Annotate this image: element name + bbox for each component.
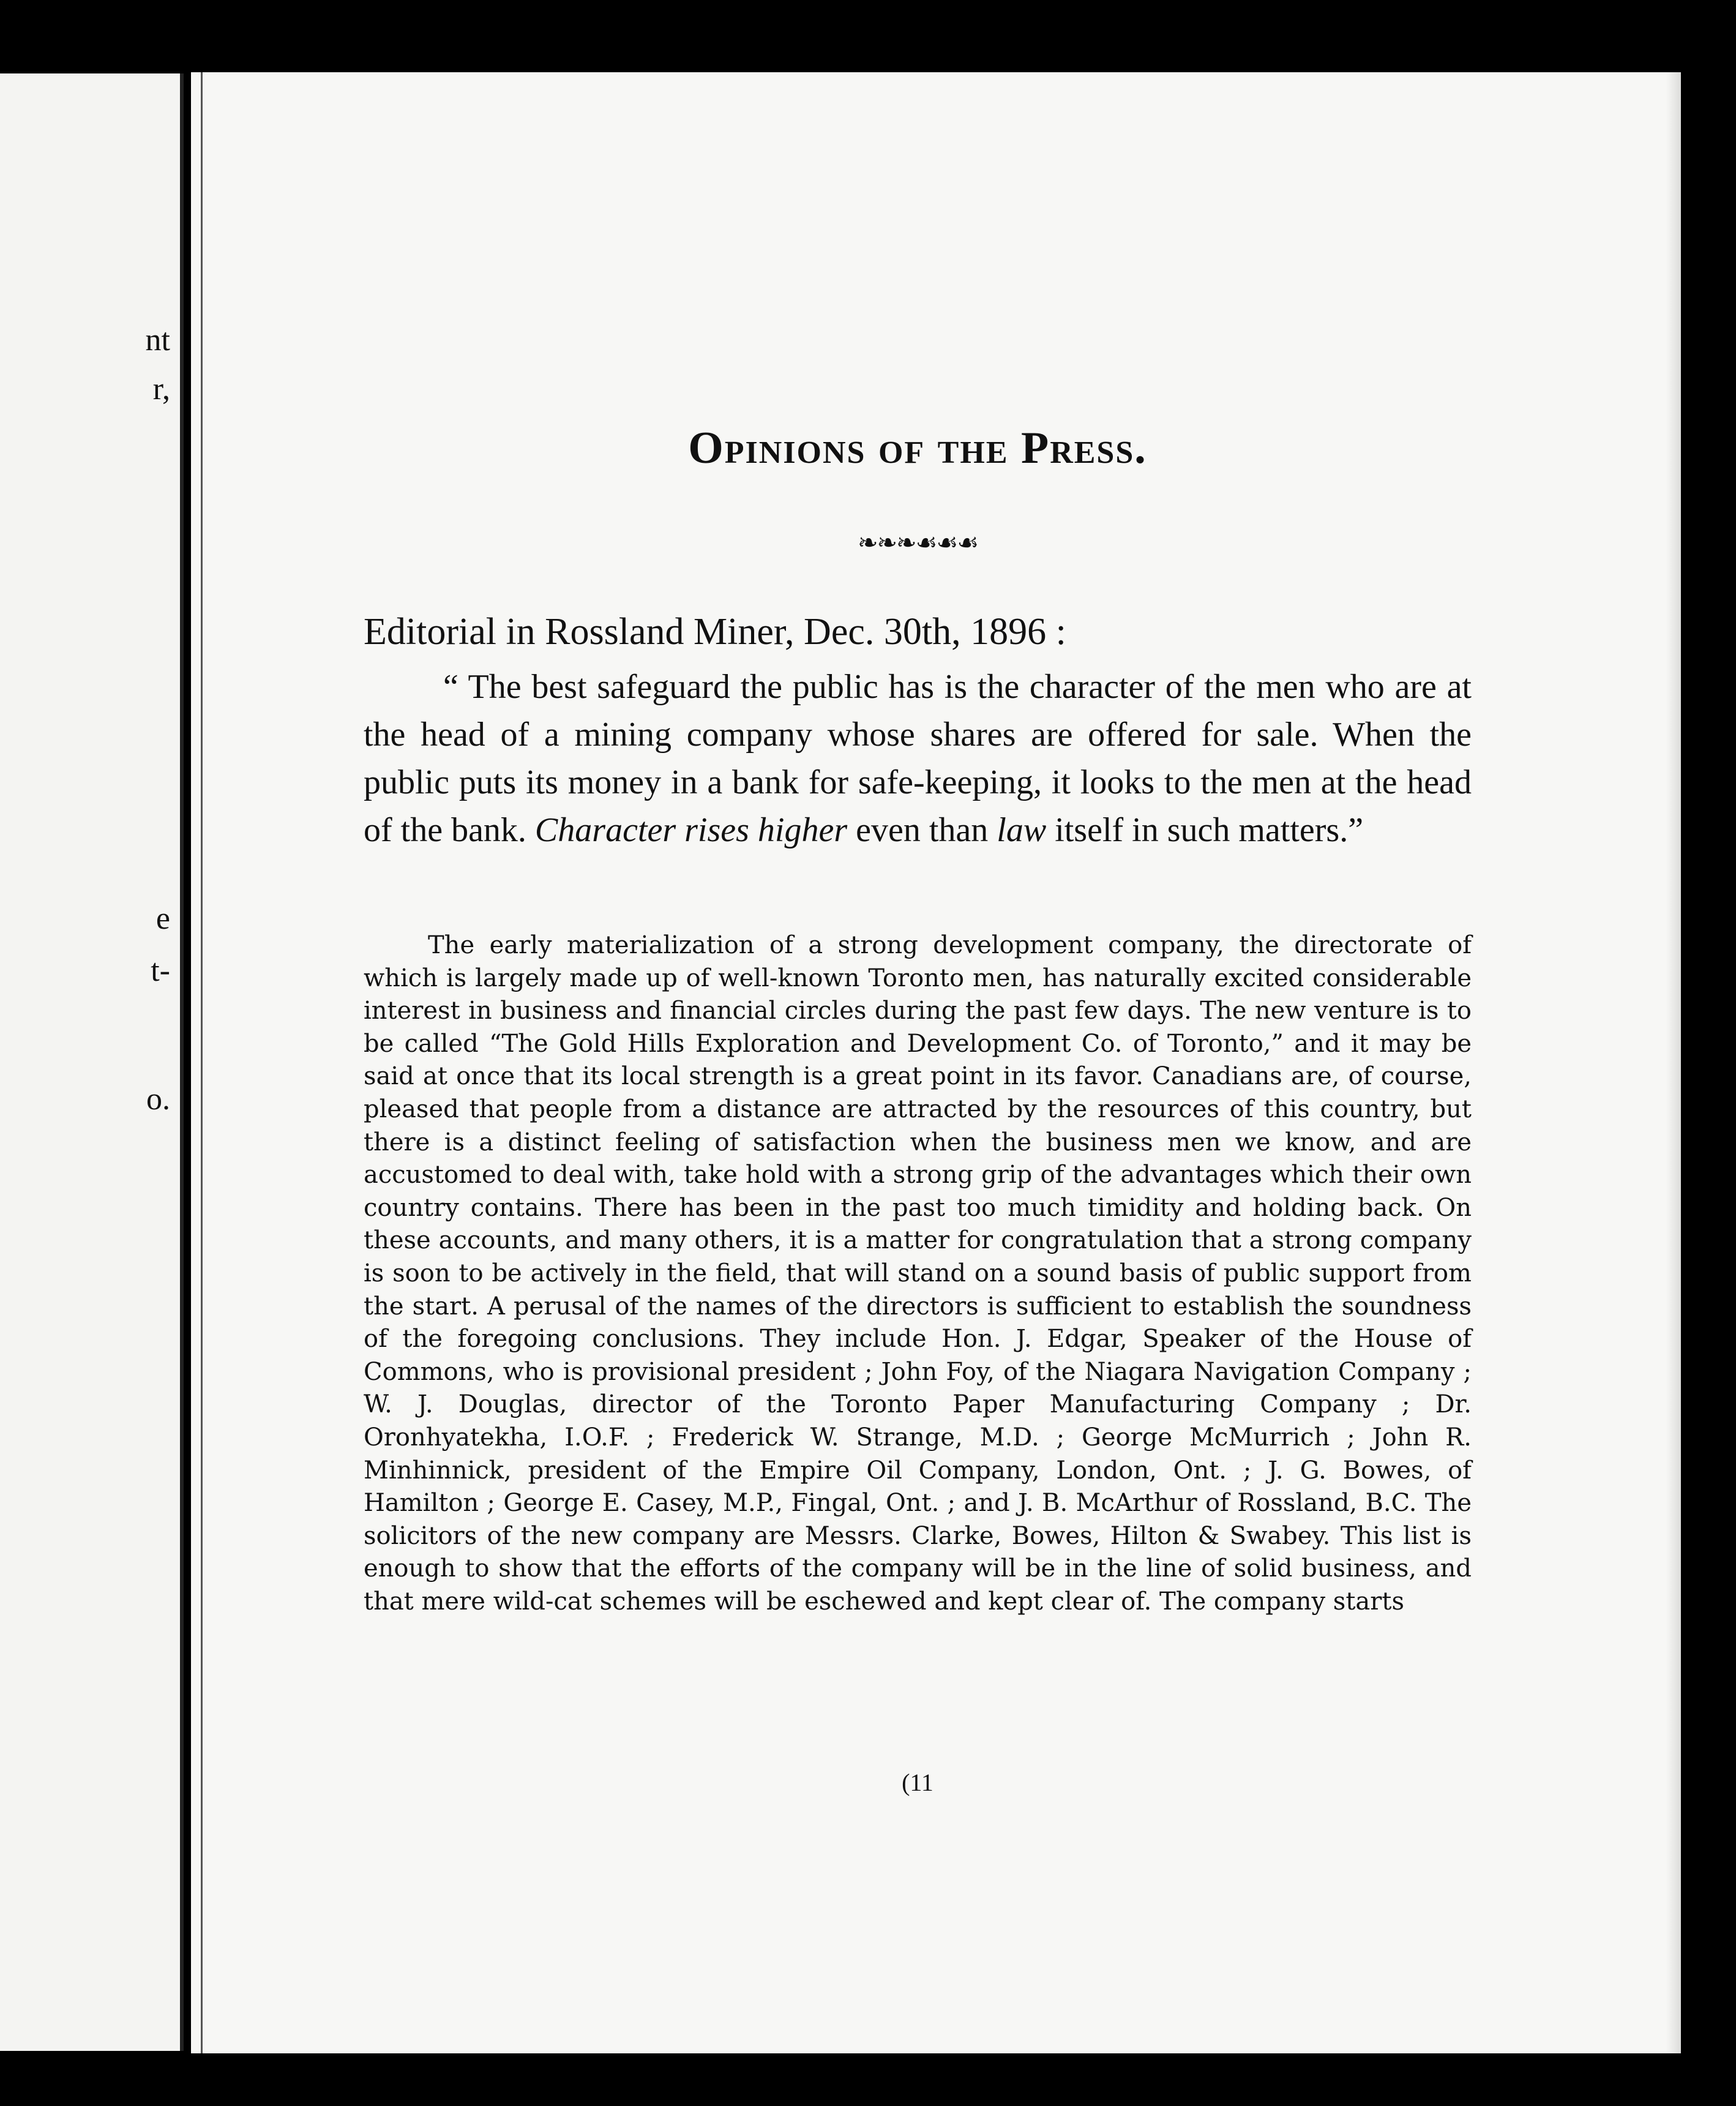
quote-text: even than <box>847 811 997 849</box>
page-title: Opinions of the Press. <box>688 423 1147 473</box>
page-inner-rule <box>201 72 203 2053</box>
body-paragraph: The early materialization of a strong development company, the directorate of which is largely made up of well-known Toronto men, has naturally excited considerable interest in business and financial circles during the past few days. The new venture is to be called “The Gold Hills Exploration and Development Co. of Toronto,” and it may be said at once that its local strength is a great point in its favor. Canadians are, of course, pleased that people from a distance are attracted by the resources of this country, but there is a distinct feeling of satisfaction when the business men we know, and are accustomed to deal with, take hold with a strong grip of the advantages which their own country contains. There has been in the past too much timidity and holding back. On these accounts, and many others, it is a matter for congratulation that a strong company is soon to be actively in the field, that will stand on a sound basis of public support from the start. A perusal of the names of the directors is sufficient to establish the soundness of the foregoing conclusions. They include Hon. J. Edgar, Speaker of the House of Commons, who is provisional president ; John Foy, of the Niagara Navigation Company ; W. J. Douglas, director of the Toronto Paper Manufacturing Company ; Dr. Oronhyatekha, I.O.F. ; Frederick W. Strange, M.D. ; George McMurrich ; John R. Minhinnick, president of the Empire Oil Company, London, Ont. ; J. G. Bowes, of Hamilton ; George E. Casey, M.P., Fingal, Ont. ; and J. B. McArthur of Rossland, B.C. The solicitors of the new company are Messrs. Clarke, Bowes, Hilton & Swabey. This list is enough to show that the efforts of the company will be in the line of solid business, and that mere wild-cat schemes will be eschewed and kept clear of. The company starts <box>364 931 1472 1616</box>
document-page <box>191 72 1681 2053</box>
editorial-quote <box>364 663 1472 854</box>
left-facing-page <box>0 73 184 2051</box>
ornament-divider-icon: ❧❧❧☙☙☙ <box>857 529 978 557</box>
left-page-fragment: nt <box>145 323 170 358</box>
gutter-line <box>180 73 184 2051</box>
quote-text: “ The best safeguard the public has is the character of the men who are at the head of a mining company whose shares are offered for sale. When the public puts its money in a bank for safe-keeping, it looks to the men at the head of the bank. <box>364 668 1472 849</box>
quote-italic-emphasis: Character rises higher <box>534 811 848 849</box>
left-page-fragment: o. <box>146 1082 170 1117</box>
left-page-fragment: t- <box>151 953 170 988</box>
page-number: (11 <box>902 1769 933 1796</box>
left-page-fragment: r, <box>152 372 170 407</box>
page-edge-shadow <box>1666 72 1681 2053</box>
quote-text: itself in such matters.” <box>1046 811 1364 849</box>
left-page-fragment: e <box>155 901 170 936</box>
source-citation: Editorial in Rossland Miner, Dec. 30th, 1896 : <box>364 611 1066 653</box>
quote-italic-emphasis: law <box>997 811 1047 849</box>
